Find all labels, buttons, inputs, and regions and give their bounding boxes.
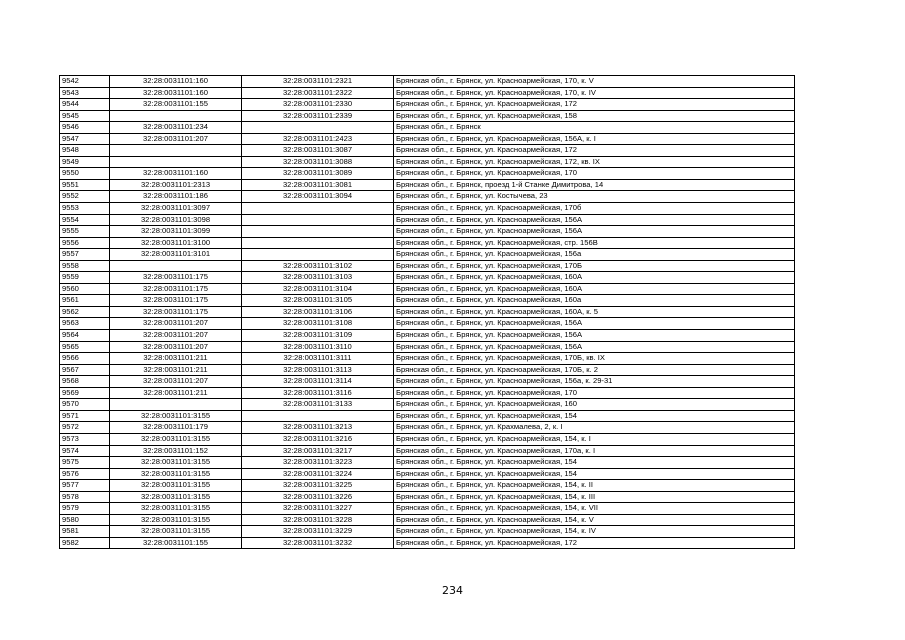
cadastral-number-cell: 32:28:0031101:3225	[242, 480, 394, 492]
cadastral-number-cell: 32:28:0031101:3223	[242, 457, 394, 469]
row-number-cell: 9543	[60, 87, 110, 99]
cadastral-number-cell	[242, 226, 394, 238]
table-row	[60, 168, 795, 180]
address-cell: Брянская обл., г. Брянск, ул. Красноармейская, 172	[394, 537, 795, 549]
cadastral-number-cell: 32:28:0031101:3094	[242, 191, 394, 203]
address-cell: Брянская обл., г. Брянск, ул. Красноармейская, 154, к. IV	[394, 526, 795, 538]
address-cell: Брянская обл., г. Брянск, ул. Красноармейская, 160а	[394, 295, 795, 307]
address-cell: Брянская обл., г. Брянск, ул. Красноармейская, 160	[394, 399, 795, 411]
cadastral-parent-cell: 32:28:0031101:234	[110, 122, 242, 134]
cadastral-parent-cell	[110, 399, 242, 411]
row-number-cell: 9559	[60, 272, 110, 284]
table-row	[60, 283, 795, 295]
table-row	[60, 179, 795, 191]
cadastral-parent-cell: 32:28:0031101:160	[110, 168, 242, 180]
cadastral-number-cell	[242, 203, 394, 215]
register-table	[59, 75, 795, 549]
cadastral-parent-cell	[110, 110, 242, 122]
address-cell: Брянская обл., г. Брянск, ул. Красноармейская, 156а	[394, 249, 795, 261]
cadastral-parent-cell: 32:28:0031101:207	[110, 341, 242, 353]
row-number-cell: 9554	[60, 214, 110, 226]
cadastral-parent-cell: 32:28:0031101:3098	[110, 214, 242, 226]
row-number-cell: 9566	[60, 353, 110, 365]
address-cell: Брянская обл., г. Брянск, ул. Красноармейская, 170Б, кв. IX	[394, 353, 795, 365]
cadastral-parent-cell: 32:28:0031101:160	[110, 87, 242, 99]
table-row	[60, 272, 795, 284]
cadastral-number-cell	[242, 122, 394, 134]
row-number-cell: 9581	[60, 526, 110, 538]
cadastral-number-cell: 32:28:0031101:3116	[242, 387, 394, 399]
row-number-cell: 9558	[60, 260, 110, 272]
address-cell: Брянская обл., г. Брянск, ул. Красноармейская, 156А, к. I	[394, 133, 795, 145]
row-number-cell: 9575	[60, 457, 110, 469]
cadastral-parent-cell: 32:28:0031101:160	[110, 76, 242, 88]
row-number-cell: 9580	[60, 514, 110, 526]
address-cell: Брянская обл., г. Брянск, ул. Красноармейская, 170	[394, 387, 795, 399]
row-number-cell: 9544	[60, 99, 110, 111]
cadastral-parent-cell: 32:28:0031101:3155	[110, 468, 242, 480]
table-row	[60, 433, 795, 445]
cadastral-parent-cell: 32:28:0031101:207	[110, 133, 242, 145]
cadastral-number-cell	[242, 214, 394, 226]
address-cell: Брянская обл., г. Брянск, ул. Красноармейская, 154, к. VII	[394, 503, 795, 515]
cadastral-number-cell: 32:28:0031101:3232	[242, 537, 394, 549]
cadastral-parent-cell: 32:28:0031101:175	[110, 283, 242, 295]
address-cell: Брянская обл., г. Брянск, ул. Костычева, 23	[394, 191, 795, 203]
address-cell: Брянская обл., г. Брянск, ул. Красноармейская, 156а, к. 29-31	[394, 376, 795, 388]
cadastral-number-cell: 32:28:0031101:2339	[242, 110, 394, 122]
table-row	[60, 226, 795, 238]
row-number-cell: 9546	[60, 122, 110, 134]
address-cell: Брянская обл., г. Брянск, ул. Красноармейская, 170, к. V	[394, 76, 795, 88]
address-cell: Брянская обл., г. Брянск, ул. Красноармейская, 154	[394, 468, 795, 480]
address-cell: Брянская обл., г. Брянск, ул. Красноармейская, 170Б, к. 2	[394, 364, 795, 376]
cadastral-number-cell: 32:28:0031101:3106	[242, 306, 394, 318]
cadastral-parent-cell	[110, 145, 242, 157]
cadastral-number-cell: 32:28:0031101:3109	[242, 330, 394, 342]
address-cell: Брянская обл., г. Брянск, проезд 1-й Станке Димитрова, 14	[394, 179, 795, 191]
cadastral-number-cell: 32:28:0031101:3087	[242, 145, 394, 157]
address-cell: Брянская обл., г. Брянск, ул. Красноармейская, 170а, к. I	[394, 445, 795, 457]
address-cell: Брянская обл., г. Брянск, ул. Красноармейская, 156А	[394, 226, 795, 238]
cadastral-number-cell: 32:28:0031101:3111	[242, 353, 394, 365]
cadastral-number-cell: 32:28:0031101:2321	[242, 76, 394, 88]
cadastral-parent-cell: 32:28:0031101:3155	[110, 491, 242, 503]
row-number-cell: 9570	[60, 399, 110, 411]
table-row	[60, 353, 795, 365]
cadastral-parent-cell	[110, 260, 242, 272]
cadastral-number-cell: 32:28:0031101:3133	[242, 399, 394, 411]
cadastral-parent-cell: 32:28:0031101:3155	[110, 433, 242, 445]
cadastral-parent-cell: 32:28:0031101:3155	[110, 410, 242, 422]
register-table-body	[60, 76, 795, 549]
table-row	[60, 260, 795, 272]
cadastral-parent-cell: 32:28:0031101:2313	[110, 179, 242, 191]
cadastral-parent-cell: 32:28:0031101:3101	[110, 249, 242, 261]
cadastral-parent-cell: 32:28:0031101:179	[110, 422, 242, 434]
table-row	[60, 364, 795, 376]
row-number-cell: 9547	[60, 133, 110, 145]
row-number-cell: 9555	[60, 226, 110, 238]
table-row	[60, 387, 795, 399]
row-number-cell: 9576	[60, 468, 110, 480]
cadastral-number-cell: 32:28:0031101:2322	[242, 87, 394, 99]
row-number-cell: 9553	[60, 203, 110, 215]
cadastral-parent-cell: 32:28:0031101:3155	[110, 526, 242, 538]
table-row	[60, 399, 795, 411]
address-cell: Брянская обл., г. Брянск, ул. Красноармейская, 160А	[394, 283, 795, 295]
cadastral-number-cell: 32:28:0031101:3113	[242, 364, 394, 376]
cadastral-number-cell: 32:28:0031101:2330	[242, 99, 394, 111]
row-number-cell: 9571	[60, 410, 110, 422]
cadastral-number-cell: 32:28:0031101:3102	[242, 260, 394, 272]
row-number-cell: 9579	[60, 503, 110, 515]
table-row	[60, 526, 795, 538]
row-number-cell: 9573	[60, 433, 110, 445]
cadastral-number-cell	[242, 410, 394, 422]
table-row	[60, 503, 795, 515]
cadastral-number-cell: 32:28:0031101:3217	[242, 445, 394, 457]
address-cell: Брянская обл., г. Брянск, ул. Красноармейская, 156А	[394, 341, 795, 353]
cadastral-number-cell: 32:28:0031101:3229	[242, 526, 394, 538]
row-number-cell: 9550	[60, 168, 110, 180]
cadastral-parent-cell: 32:28:0031101:3099	[110, 226, 242, 238]
cadastral-parent-cell: 32:28:0031101:3155	[110, 514, 242, 526]
cadastral-number-cell: 32:28:0031101:3088	[242, 156, 394, 168]
cadastral-number-cell: 32:28:0031101:3104	[242, 283, 394, 295]
cadastral-parent-cell: 32:28:0031101:207	[110, 330, 242, 342]
cadastral-number-cell: 32:28:0031101:3213	[242, 422, 394, 434]
address-cell: Брянская обл., г. Брянск, ул. Красноармейская, 158	[394, 110, 795, 122]
table-row	[60, 145, 795, 157]
table-row	[60, 457, 795, 469]
address-cell: Брянская обл., г. Брянск, ул. Красноармейская, 160А	[394, 272, 795, 284]
cadastral-parent-cell: 32:28:0031101:3155	[110, 457, 242, 469]
cadastral-number-cell: 32:28:0031101:3103	[242, 272, 394, 284]
row-number-cell: 9548	[60, 145, 110, 157]
address-cell: Брянская обл., г. Брянск, ул. Красноармейская, 170б	[394, 203, 795, 215]
cadastral-parent-cell: 32:28:0031101:175	[110, 272, 242, 284]
address-cell: Брянская обл., г. Брянск, ул. Красноармейская, 154	[394, 457, 795, 469]
table-row	[60, 76, 795, 88]
table-row	[60, 191, 795, 203]
row-number-cell: 9569	[60, 387, 110, 399]
table-row	[60, 99, 795, 111]
address-cell: Брянская обл., г. Брянск, ул. Красноармейская, 170	[394, 168, 795, 180]
table-row	[60, 468, 795, 480]
cadastral-number-cell: 32:28:0031101:3110	[242, 341, 394, 353]
row-number-cell: 9577	[60, 480, 110, 492]
row-number-cell: 9556	[60, 237, 110, 249]
cadastral-number-cell: 32:28:0031101:3224	[242, 468, 394, 480]
table-row	[60, 514, 795, 526]
table-row	[60, 156, 795, 168]
address-cell: Брянская обл., г. Брянск, ул. Красноармейская, 172	[394, 99, 795, 111]
table-row	[60, 249, 795, 261]
address-cell: Брянская обл., г. Брянск, ул. Красноармейская, 172, кв. IX	[394, 156, 795, 168]
cadastral-number-cell: 32:28:0031101:3105	[242, 295, 394, 307]
row-number-cell: 9549	[60, 156, 110, 168]
cadastral-number-cell	[242, 237, 394, 249]
row-number-cell: 9545	[60, 110, 110, 122]
table-row	[60, 306, 795, 318]
address-cell: Брянская обл., г. Брянск, ул. Красноармейская, 170, к. IV	[394, 87, 795, 99]
cadastral-parent-cell: 32:28:0031101:175	[110, 306, 242, 318]
row-number-cell: 9582	[60, 537, 110, 549]
row-number-cell: 9565	[60, 341, 110, 353]
cadastral-parent-cell: 32:28:0031101:211	[110, 364, 242, 376]
cadastral-number-cell: 32:28:0031101:3216	[242, 433, 394, 445]
address-cell: Брянская обл., г. Брянск, ул. Красноармейская, 170Б	[394, 260, 795, 272]
address-cell: Брянская обл., г. Брянск, ул. Красноармейская, 154, к. III	[394, 491, 795, 503]
table-row	[60, 537, 795, 549]
row-number-cell: 9552	[60, 191, 110, 203]
row-number-cell: 9560	[60, 283, 110, 295]
table-row	[60, 110, 795, 122]
table-row	[60, 480, 795, 492]
row-number-cell: 9568	[60, 376, 110, 388]
address-cell: Брянская обл., г. Брянск, ул. Красноармейская, 156А	[394, 318, 795, 330]
address-cell: Брянская обл., г. Брянск, ул. Красноармейская, 154	[394, 410, 795, 422]
cadastral-parent-cell: 32:28:0031101:3097	[110, 203, 242, 215]
row-number-cell: 9574	[60, 445, 110, 457]
table-row	[60, 410, 795, 422]
cadastral-parent-cell: 32:28:0031101:155	[110, 537, 242, 549]
row-number-cell: 9561	[60, 295, 110, 307]
cadastral-parent-cell: 32:28:0031101:207	[110, 376, 242, 388]
cadastral-parent-cell: 32:28:0031101:3100	[110, 237, 242, 249]
cadastral-parent-cell: 32:28:0031101:152	[110, 445, 242, 457]
row-number-cell: 9564	[60, 330, 110, 342]
cadastral-number-cell	[242, 249, 394, 261]
address-cell: Брянская обл., г. Брянск, ул. Крахмалева, 2, к. I	[394, 422, 795, 434]
row-number-cell: 9578	[60, 491, 110, 503]
address-cell: Брянская обл., г. Брянск, ул. Красноармейская, 156А	[394, 330, 795, 342]
cadastral-number-cell: 32:28:0031101:3228	[242, 514, 394, 526]
table-row	[60, 422, 795, 434]
address-cell: Брянская обл., г. Брянск, ул. Красноармейская, 154, к. I	[394, 433, 795, 445]
row-number-cell: 9551	[60, 179, 110, 191]
cadastral-number-cell: 32:28:0031101:3114	[242, 376, 394, 388]
cadastral-number-cell: 32:28:0031101:3081	[242, 179, 394, 191]
table-row	[60, 295, 795, 307]
row-number-cell: 9572	[60, 422, 110, 434]
address-cell: Брянская обл., г. Брянск, ул. Красноармейская, 172	[394, 145, 795, 157]
table-row	[60, 318, 795, 330]
row-number-cell: 9563	[60, 318, 110, 330]
cadastral-parent-cell: 32:28:0031101:155	[110, 99, 242, 111]
address-cell: Брянская обл., г. Брянск, ул. Красноармейская, 154, к. V	[394, 514, 795, 526]
address-cell: Брянская обл., г. Брянск, ул. Красноармейская, 160А, к. 5	[394, 306, 795, 318]
row-number-cell: 9542	[60, 76, 110, 88]
row-number-cell: 9557	[60, 249, 110, 261]
cadastral-parent-cell: 32:28:0031101:3155	[110, 480, 242, 492]
cadastral-parent-cell: 32:28:0031101:207	[110, 318, 242, 330]
row-number-cell: 9567	[60, 364, 110, 376]
row-number-cell: 9562	[60, 306, 110, 318]
cadastral-number-cell: 32:28:0031101:3108	[242, 318, 394, 330]
address-cell: Брянская обл., г. Брянск	[394, 122, 795, 134]
cadastral-number-cell: 32:28:0031101:3227	[242, 503, 394, 515]
cadastral-parent-cell: 32:28:0031101:211	[110, 353, 242, 365]
cadastral-parent-cell: 32:28:0031101:3155	[110, 503, 242, 515]
table-row	[60, 491, 795, 503]
table-row	[60, 87, 795, 99]
page-number: 234	[442, 584, 463, 597]
cadastral-parent-cell: 32:28:0031101:186	[110, 191, 242, 203]
cadastral-number-cell: 32:28:0031101:2423	[242, 133, 394, 145]
cadastral-parent-cell: 32:28:0031101:211	[110, 387, 242, 399]
address-cell: Брянская обл., г. Брянск, ул. Красноармейская, 156А	[394, 214, 795, 226]
table-row	[60, 445, 795, 457]
table-row	[60, 237, 795, 249]
table-row	[60, 376, 795, 388]
table-row	[60, 203, 795, 215]
table-row	[60, 341, 795, 353]
table-row	[60, 330, 795, 342]
address-cell: Брянская обл., г. Брянск, ул. Красноармейская, стр. 156В	[394, 237, 795, 249]
table-row	[60, 122, 795, 134]
cadastral-parent-cell	[110, 156, 242, 168]
table-row	[60, 133, 795, 145]
cadastral-number-cell: 32:28:0031101:3226	[242, 491, 394, 503]
cadastral-number-cell: 32:28:0031101:3089	[242, 168, 394, 180]
address-cell: Брянская обл., г. Брянск, ул. Красноармейская, 154, к. II	[394, 480, 795, 492]
table-row	[60, 214, 795, 226]
cadastral-parent-cell: 32:28:0031101:175	[110, 295, 242, 307]
